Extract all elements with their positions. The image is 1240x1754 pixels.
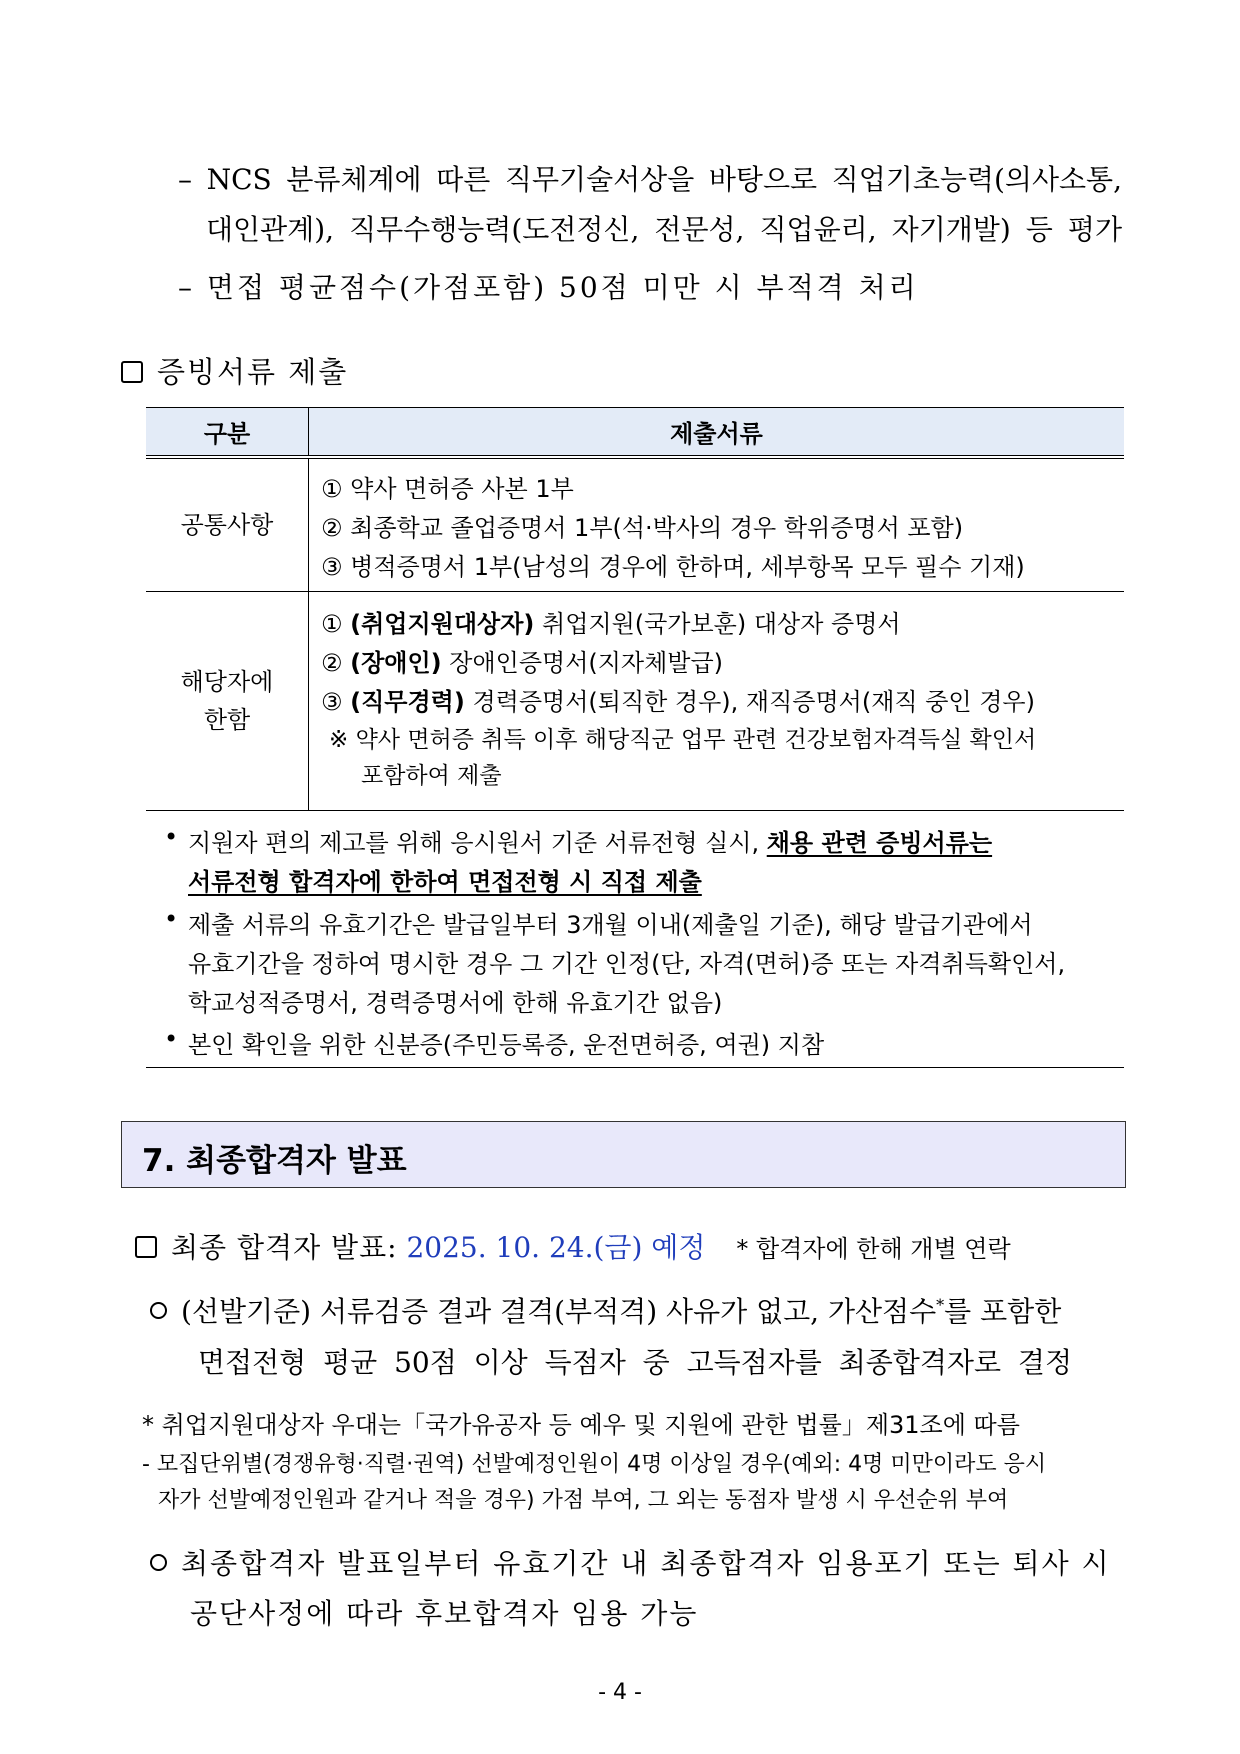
- applicable-label-line-1: 해당자에: [180, 667, 274, 696]
- footnote-2-line-2: 자가 선발예정인원과 같거나 적을 경우) 가점 부여, 그 외는 동점자 발생 시 우선순위 부여: [158, 1488, 1009, 1513]
- table-header-row: [146, 407, 1124, 456]
- applicable-note-line-2: 포함하여 제출: [361, 763, 502, 789]
- docs-section-title: 증빙서류 제출: [157, 355, 349, 389]
- bullet-2-line-3: 학교성적증명서, 경력증명서에 한해 유효기간 없음): [188, 989, 723, 1017]
- checkbox-square-icon: [121, 361, 143, 383]
- announce-line: [135, 1226, 1011, 1266]
- bullet-3: 본인 확인을 위한 신분증(주민등록증, 운전면허증, 여권) 지참: [188, 1031, 825, 1059]
- section-7-header: [121, 1121, 1126, 1188]
- applicable-label-line-2: 한함: [203, 705, 251, 734]
- table-bottom-divider: [146, 1067, 1124, 1068]
- bullet-1-line-2: 서류전형 합격자에 한하여 면접전형 시 직접 제출: [188, 868, 702, 896]
- intro-line-2: 대인관계), 직무수행능력(도전정신, 전문성, 직업윤리, 자기개발) 등 평가: [206, 213, 1122, 246]
- common-item-3: ③ 병적증명서 1부(남성의 경우에 한하며, 세부항목 모두 필수 기재): [321, 553, 1025, 581]
- checkbox-square-icon: [135, 1236, 157, 1258]
- footnote-2-line-1: - 모집단위별(경쟁유형·직렬·권역) 선발예정인원이 4명 이상일 경우(예외: 4명 미만이라도 응시: [142, 1452, 1047, 1477]
- criteria-line-1: (선발기준) 서류검증 결과 결격(부적격) 사유가 없고, 가산점수*를 포함한: [150, 1290, 1122, 1330]
- circle-bullet-icon: [150, 1302, 167, 1319]
- header-category: 구분: [146, 408, 309, 455]
- bullet-1-line-1: 지원자 편의 제고를 위해 응시원서 기준 서류전형 실시, 채용 관련 증빙서류는: [188, 829, 993, 857]
- page-number: - 4 -: [598, 1680, 642, 1705]
- bullet-dot-icon: •: [164, 823, 179, 851]
- common-item-2: ② 최종학교 졸업증명서 1부(석·박사의 경우 학위증명서 포함): [321, 514, 964, 542]
- applicable-items: [309, 591, 1124, 810]
- bullet-dot-icon: •: [164, 905, 179, 933]
- section-7-title: 7. 최종합격자 발표: [142, 1143, 407, 1179]
- announce-label: 최종 합격자 발표:: [171, 1231, 398, 1264]
- bullet-2-line-2: 유효기간을 정하여 명시한 경우 그 기간 인정(단, 자격(면허)증 또는 자격취득확인서,: [188, 950, 1066, 978]
- criteria-line-2: 면접전형 평균 50점 이상 득점자 중 고득점자를 최종합격자로 결정: [198, 1346, 1072, 1379]
- table-row-applicable: [146, 591, 1124, 811]
- applicable-item-1: ① (취업지원대상자) 취업지원(국가보훈) 대상자 증명서: [321, 610, 901, 638]
- common-items: [309, 458, 1124, 591]
- announce-date: 2025. 10. 24.(금) 예정: [406, 1231, 706, 1264]
- reserve-line-2: 공단사정에 따라 후보합격자 임용 가능: [190, 1597, 699, 1630]
- applicable-item-3: ③ (직무경력) 경력증명서(퇴직한 경우), 재직증명서(재직 중인 경우): [321, 688, 1035, 716]
- common-label: 공통사항: [146, 458, 309, 591]
- footnote-1: * 취업지원대상자 우대는「국가유공자 등 예우 및 지원에 관한 법률」제31조에 따름: [142, 1411, 1020, 1439]
- docs-section-heading: [121, 350, 348, 391]
- applicable-label: [146, 591, 309, 810]
- circle-bullet-icon: [150, 1554, 167, 1571]
- common-item-1: ① 약사 면허증 사본 1부: [321, 475, 574, 503]
- table-row-common: [146, 458, 1124, 592]
- applicable-note-line-1: ※ 약사 면허증 취득 이후 해당직군 업무 관련 건강보험자격득실 확인서: [329, 727, 1037, 753]
- intro-line-1: – NCS 분류체계에 따른 직무기술서상을 바탕으로 직업기초능력(의사소통,: [178, 163, 1122, 196]
- announce-note: * 합격자에 한해 개별 연락: [736, 1235, 1011, 1263]
- reserve-line-1: 최종합격자 발표일부터 유효기간 내 최종합격자 임용포기 또는 퇴사 시: [150, 1542, 1122, 1582]
- header-documents: 제출서류: [670, 420, 763, 448]
- intro-line-3: – 면접 평균점수(가점포함) 50점 미만 시 부적격 처리: [178, 271, 919, 304]
- applicable-item-2: ② (장애인) 장애인증명서(지자체발급): [321, 649, 724, 677]
- bullet-dot-icon: •: [164, 1025, 179, 1053]
- bullet-2-line-1: 제출 서류의 유효기간은 발급일부터 3개월 이내(제출일 기준), 해당 발급기관에서: [188, 911, 1033, 939]
